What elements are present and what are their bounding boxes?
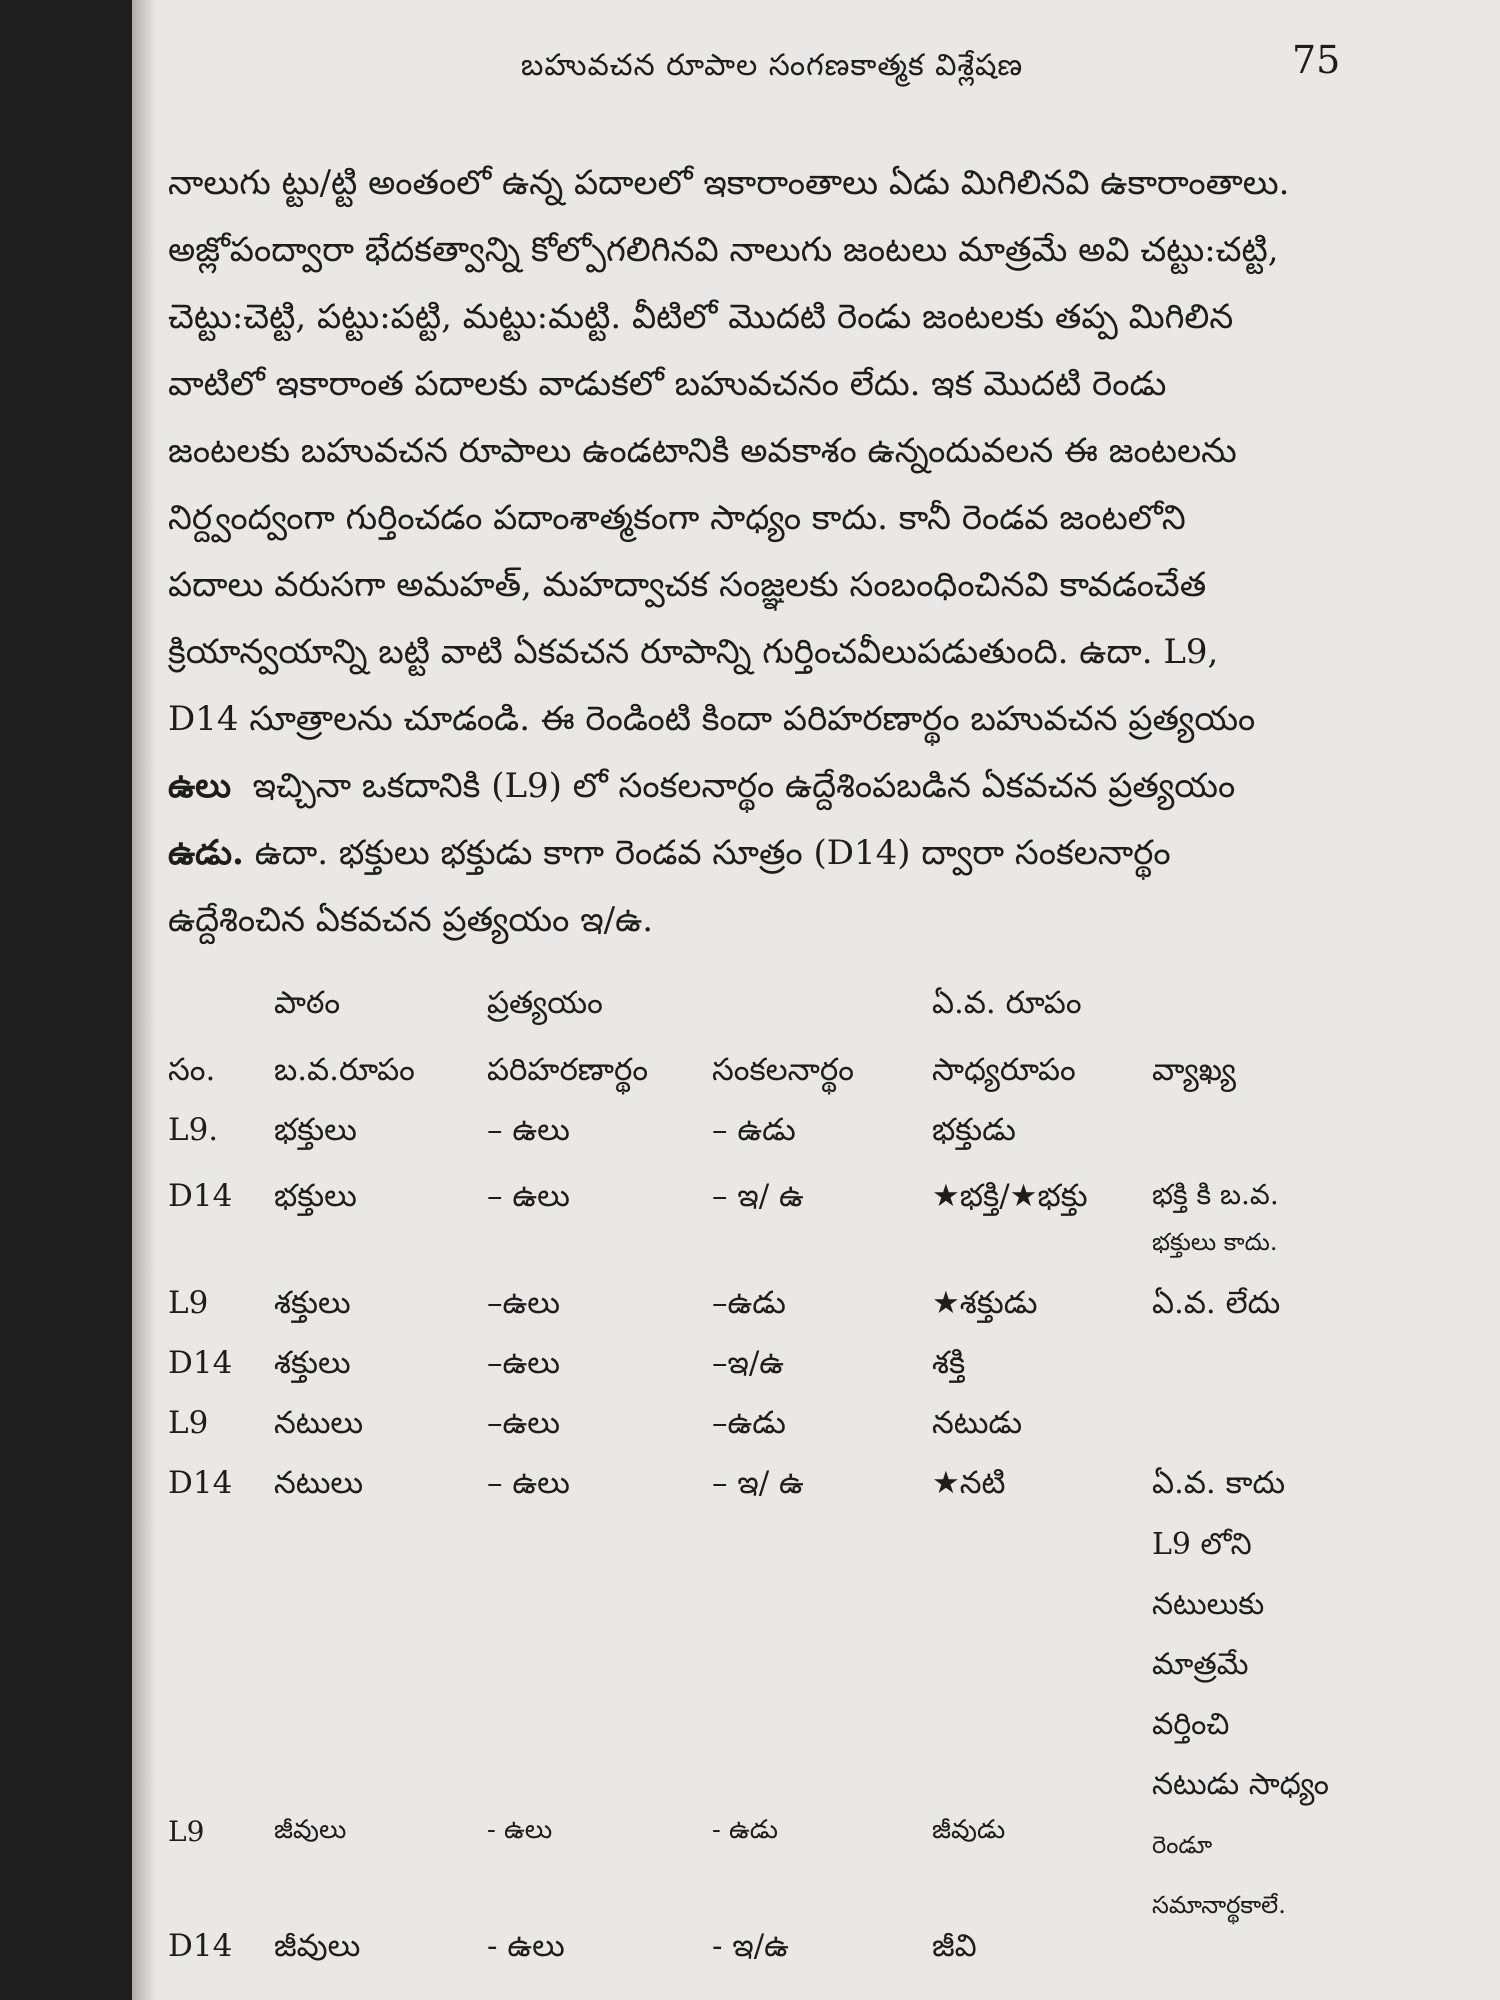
note-line: నటులుకు [1152, 1587, 1265, 1622]
note-line: మాత్రమే [1152, 1647, 1249, 1682]
paragraph-line: అజ్లోపంద్వారా భేదకత్వాన్ని కోల్పోగలిగినవి నాలుగు జంటలు మాత్రమే అవి చట్టు:చట్టి, [168, 230, 1279, 270]
row-sank: –ఉడు [712, 1285, 786, 1321]
row-sank: –ఇ/ఉ [712, 1345, 785, 1381]
bold-term: ఉలు [168, 766, 232, 806]
row-sadhya: భక్తుడు [932, 1112, 1016, 1148]
row-pari: –ఉలు [487, 1285, 560, 1321]
row-plural: జీవులు [274, 1815, 347, 1845]
row-sank: - ఇ/ఉ [712, 1928, 789, 1964]
paragraph-line-with-bold [168, 820, 1338, 887]
note-line: నటుడు సాధ్యం [1152, 1767, 1329, 1802]
header-pratyayam: ప్రత్యయం [487, 985, 603, 1021]
row-note-small: భక్తులు కాదు. [1152, 1228, 1278, 1256]
book-page [132, 0, 1500, 2000]
row-pari: – ఉలు [487, 1112, 570, 1148]
note-line-small: సమానార్థకాలే. [1152, 1891, 1286, 1919]
paragraph-line: నిర్ద్వంద్వంగా గుర్తించడం పదాంశాత్మకంగా సాధ్యం కాదు. కానీ రెండవ జంటలోని [168, 498, 1186, 538]
row-pari: – ఉలు [487, 1465, 570, 1501]
row-sank: - ఉడు [712, 1815, 779, 1845]
header-bava-roopam: బ.వ.రూపం [274, 1052, 415, 1088]
paragraph-line: చెట్టు:చెట్టి, పట్టు:పట్టి, మట్టు:మట్టి. వీటిలో మొదటి రెండు జంటలకు తప్ప మిగిలిన [168, 297, 1234, 337]
paragraph-line: వాటిలో ఇకారాంత పదాలకు వాడుకలో బహువచనం లేదు. ఇక మొదటి రెండు [168, 364, 1167, 404]
note-line: రెండూ [1152, 1831, 1213, 1859]
header-vyakhya: వ్యాఖ్య [1152, 1052, 1236, 1088]
row-sadhya: ★భక్తి/★భక్తు [932, 1178, 1088, 1214]
note-line: L9 లోని [1152, 1527, 1252, 1562]
row-plural: శక్తులు [274, 1285, 351, 1321]
row-sam: L9 [168, 1285, 209, 1321]
header-sankalanartham: సంకలనార్థం [712, 1052, 854, 1088]
page-number: 75 [1292, 38, 1341, 82]
header-paatham: పాఠం [274, 985, 341, 1021]
row-pari: - ఉలు [487, 1928, 565, 1964]
row-sank: –ఉడు [712, 1405, 786, 1441]
paragraph-line: ఉద్దేశించిన ఏకవచన ప్రత్యయం ఇ/ఉ. [168, 900, 654, 940]
header-sadhyaroopam: సాధ్యరూపం [932, 1052, 1076, 1088]
row-sam: L9. [168, 1112, 219, 1148]
row-sadhya: శక్తి [932, 1345, 966, 1381]
body-paragraph [168, 150, 1338, 954]
row-pari: –ఉలు [487, 1345, 560, 1381]
row-plural: భక్తులు [274, 1178, 357, 1214]
row-note: ఏ.వ. లేదు [1152, 1285, 1281, 1321]
bold-term: ఉడు. [168, 833, 244, 873]
paragraph-line: ఇచ్చినా ఒకదానికి (L9) లో సంకలనార్థం ఉద్దేశింపబడిన ఏకవచన ప్రత్యయం [252, 766, 1236, 806]
row-note: భక్తి కి బ.వ. [1152, 1178, 1279, 1211]
header-sam: సం. [168, 1052, 216, 1088]
header-pariharanartham: పరిహరణార్థం [487, 1052, 649, 1088]
row-note: ఏ.వ. కాదు [1152, 1465, 1286, 1501]
paragraph-line: నాలుగు ట్టు/ట్టి అంతంలో ఉన్న పదాలలో ఇకారాంతాలు ఏడు మిగిలినవి ఉకారాంతాలు. [168, 163, 1290, 203]
row-sadhya: ★శక్తుడు [932, 1285, 1038, 1321]
note-line: వర్తించి [1152, 1707, 1230, 1742]
header-ekavachana: ఏ.వ. రూపం [932, 985, 1082, 1021]
row-sam: D14 [168, 1345, 233, 1381]
row-sam: D14 [168, 1928, 233, 1964]
paragraph-line: ఉదా. భక్తులు భక్తుడు కాగా రెండవ సూత్రం (D14) ద్వారా సంకలనార్థం [254, 833, 1171, 873]
paragraph-line: D14 సూత్రాలను చూడండి. ఈ రెండింటి కిందా పరిహరణార్థం బహువచన ప్రత్యయం [168, 699, 1256, 739]
row-plural: నటులు [274, 1405, 364, 1441]
running-title: బహువచన రూపాల సంగణకాత్మక విశ్లేషణ [520, 48, 1024, 83]
row-plural: నటులు [274, 1465, 364, 1501]
row-sadhya: నటుడు [932, 1405, 1023, 1441]
row-plural: భక్తులు [274, 1112, 357, 1148]
paragraph-line: పదాలు వరుసగా అమహత్, మహద్వాచక సంజ్ఞలకు సంబంధించినవి కావడంచేత [168, 565, 1207, 605]
row-sadhya: ★నటి [932, 1465, 1006, 1501]
row-sam: D14 [168, 1465, 233, 1501]
long-note [1152, 1515, 1352, 1935]
paragraph-line: జంటలకు బహువచన రూపాలు ఉండటానికి అవకాశం ఉన్నందువలన ఈ జంటలను [168, 431, 1237, 471]
row-sam: L9 [168, 1815, 205, 1848]
row-sank: – ఇ/ ఉ [712, 1465, 804, 1501]
row-sadhya: జీవి [932, 1928, 977, 1964]
row-sam: D14 [168, 1178, 233, 1214]
spine-shadow [132, 0, 156, 2000]
row-pari: – ఉలు [487, 1178, 570, 1214]
row-plural: జీవులు [274, 1928, 361, 1964]
row-sank: – ఉడు [712, 1112, 796, 1148]
paragraph-line: క్రియాన్వయాన్ని బట్టి వాటి ఏకవచన రూపాన్ని గుర్తించవీలుపడుతుంది. ఉదా. L9, [168, 632, 1219, 672]
row-pari: –ఉలు [487, 1405, 560, 1441]
row-pari: - ఉలు [487, 1815, 553, 1845]
paragraph-line-with-bold [168, 753, 1338, 820]
row-sadhya: జీవుడు [932, 1815, 1006, 1845]
row-sam: L9 [168, 1405, 209, 1441]
row-plural: శక్తులు [274, 1345, 351, 1381]
row-sank: – ఇ/ ఉ [712, 1178, 804, 1214]
